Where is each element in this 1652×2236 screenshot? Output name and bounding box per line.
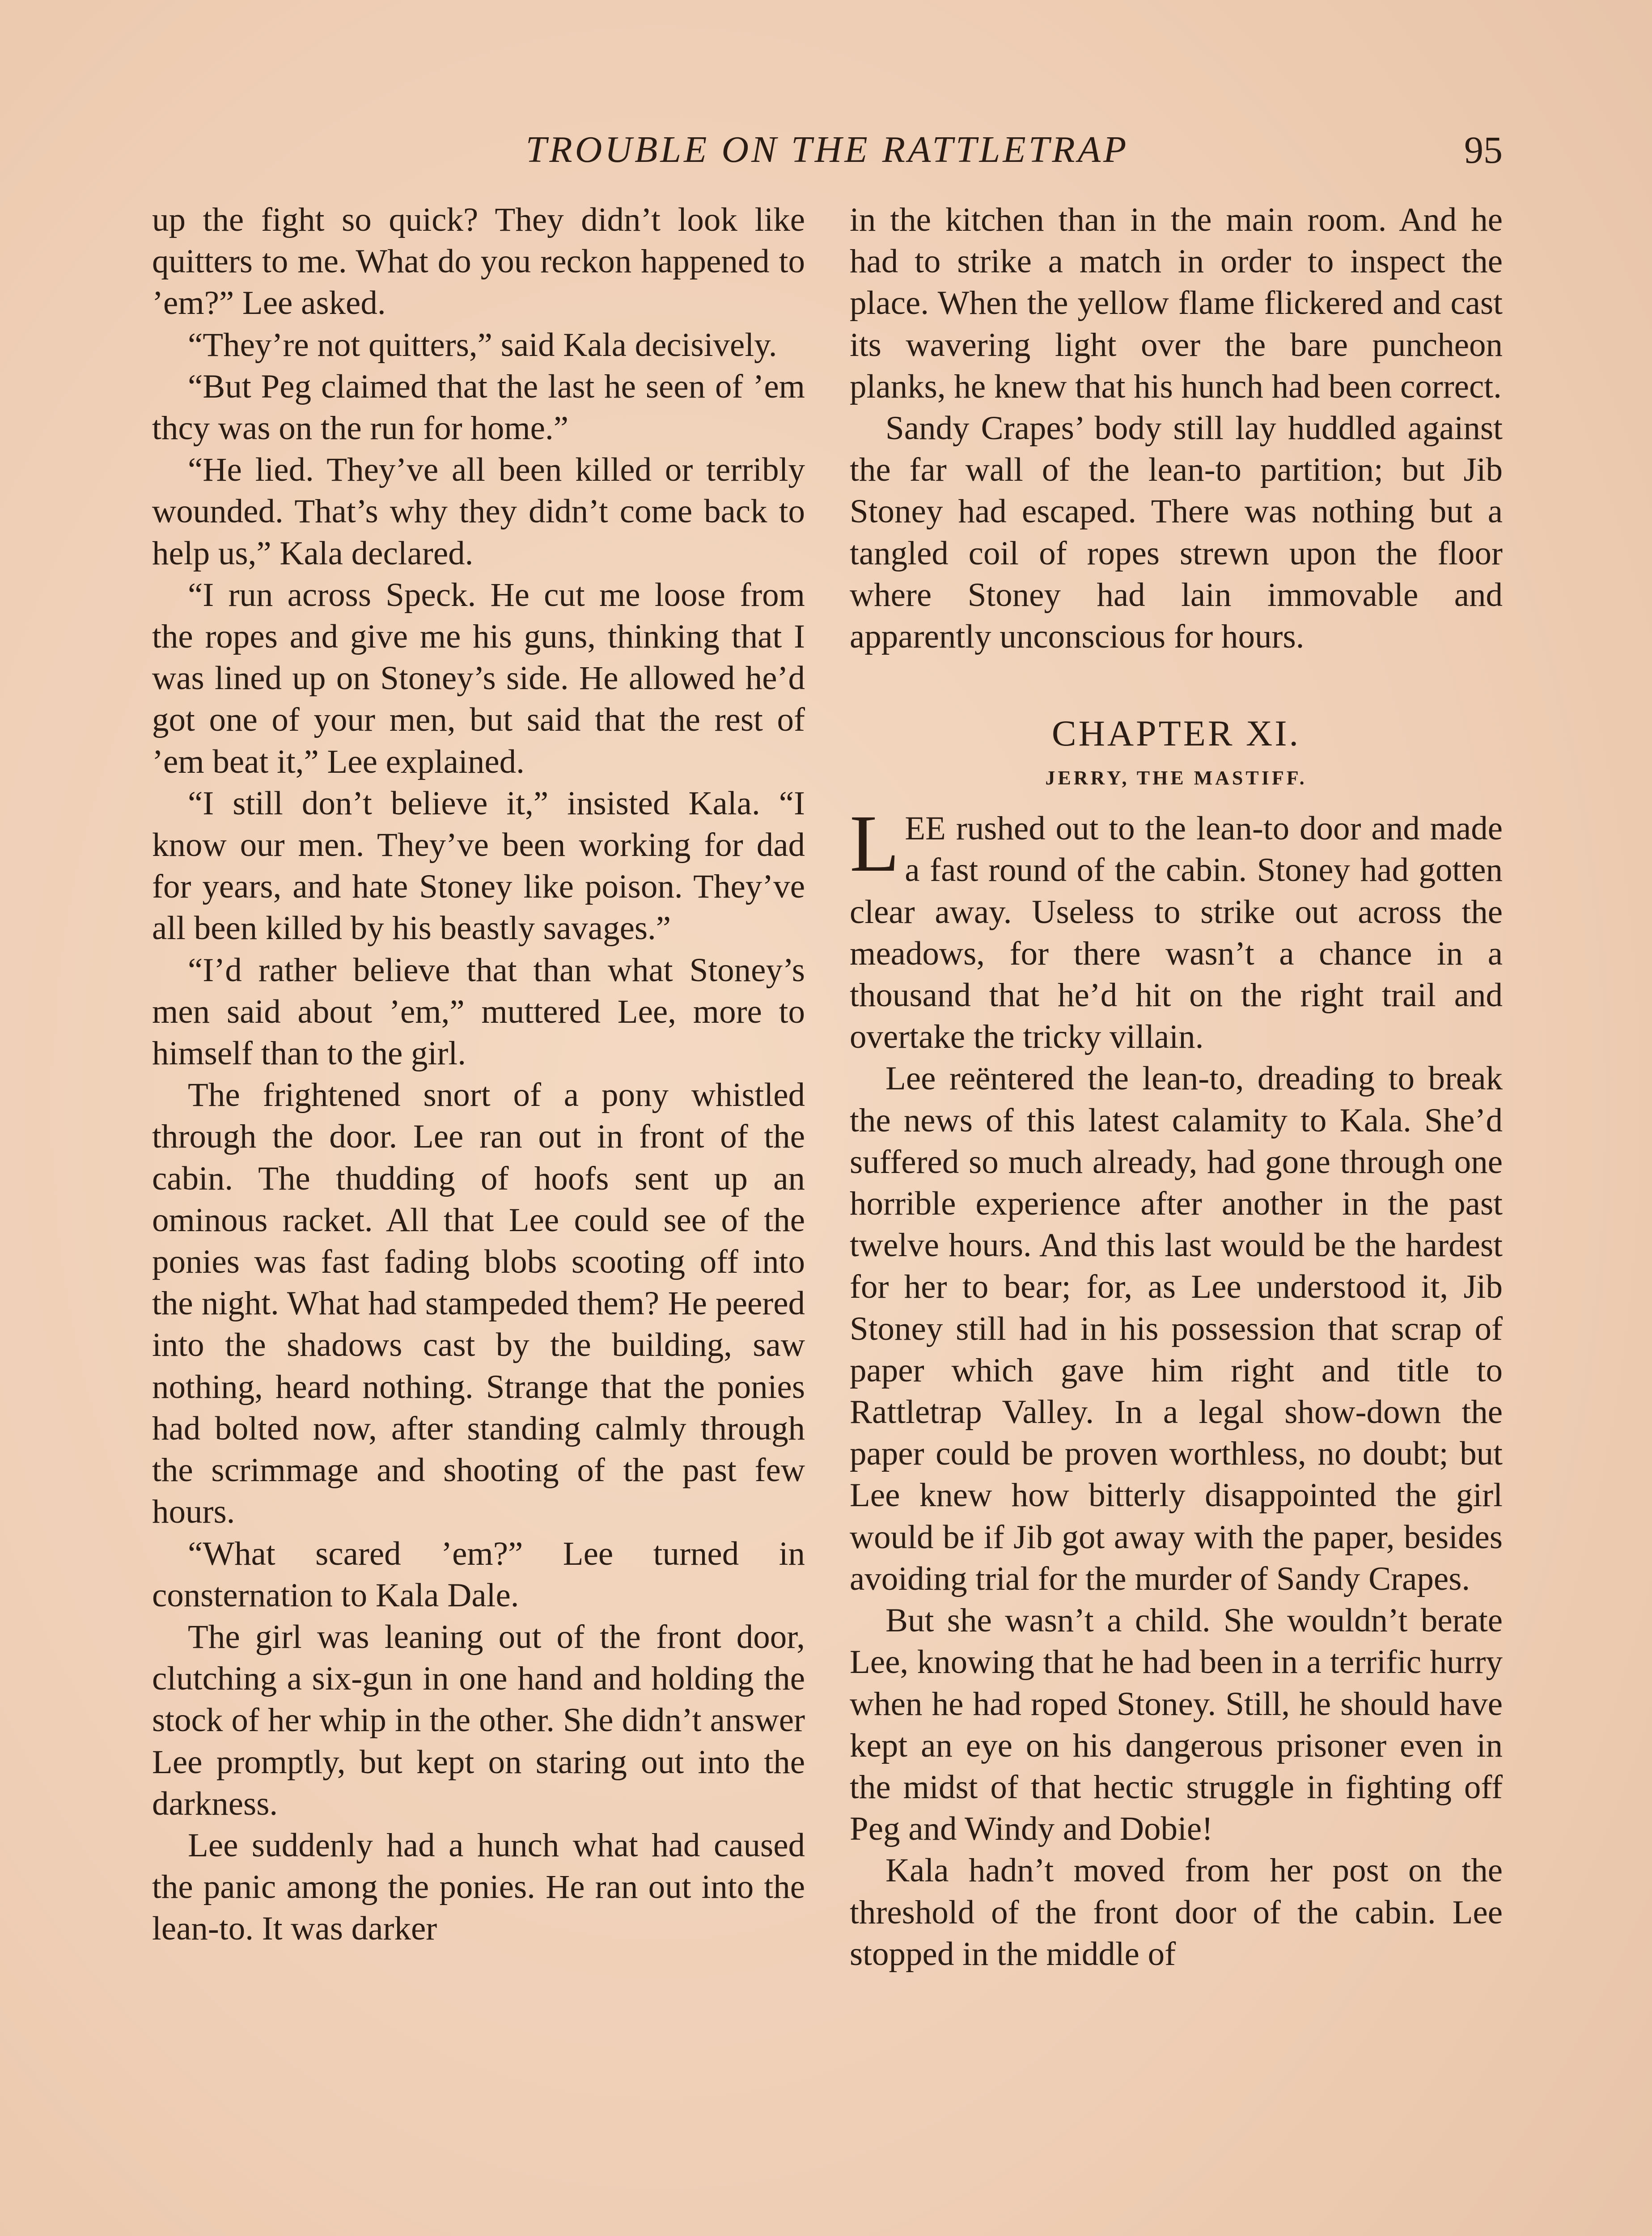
left-column xyxy=(152,199,805,2236)
chapter-subtitle: JERRY, THE MASTIFF. xyxy=(1045,767,1307,789)
paragraph: The frightened snort of a pony whistled through the door. Lee ran out in front of the cabin. The thudding of hoofs sent up an ominous racket. All that Lee could see of the ponies was fast fading blobs scooting off into the night. What had stampeded them? He peered into the shadows cast by the building, saw nothing, heard nothing. Strange that the ponies had bolted now, after standing calmly through the scrimmage and shooting of the past few hours. xyxy=(152,1076,805,1531)
opening-text: EE rushed out to the lean-to door and made a fast round of the cabin. Stoney had gotten clear away. Useless to strike out across the meadows, for there wasn’t a chance in a thousand that he’d hit on the right trail and overtake the tricky villain. xyxy=(850,810,1503,1056)
paragraph: “I’d rather believe that than what Stoney’s men said about ’em,” muttered Lee, more to himself than to the girl. xyxy=(152,951,805,1072)
section-spacer xyxy=(850,657,1503,707)
paragraph: “What scared ’em?” Lee turned in consternation to Kala Dale. xyxy=(152,1535,805,1614)
paragraph: Kala hadn’t moved from her post on the threshold of the front door of the cabin. Lee stopped in the middle of xyxy=(850,1852,1503,1973)
paragraph: “He lied. They’ve all been killed or terribly wounded. That’s why they didn’t come back to help us,” Kala declared. xyxy=(152,451,805,572)
paragraph: But she wasn’t a child. She wouldn’t berate Lee, knowing that he had been in a terrific hurry when he had roped Stoney. Still, he should have kept an eye on his dangerous prisoner even in the midst of that hectic struggle in fighting off Peg and Windy and Dobie! xyxy=(850,1602,1503,1848)
chapter-opening-paragraph xyxy=(850,799,1503,1058)
paragraph: up the fight so quick? They didn’t look like quitters to me. What do you reckon happened to ’em?” Lee asked. xyxy=(152,201,805,322)
paragraph: Sandy Crapes’ body still lay huddled against the far wall of the lean-to partition; but Jib Stoney had escaped. There was nothing but a tangled coil of ropes strewn upon the floor where Stoney had lain immovable and apparently unconscious for hours. xyxy=(850,410,1503,656)
paragraph: “But Peg claimed that the last he seen of ’em thcy was on the run for home.” xyxy=(152,368,805,447)
page-number: 95 xyxy=(1464,128,1503,171)
paragraph: “I still don’t believe it,” insisted Kala. “I know our men. They’ve been working for dad for years, and hate Stoney like poison. They’ve all been killed by his beastly savages.” xyxy=(152,784,805,947)
paragraph: “I run across Speck. He cut me loose from the ropes and give me his guns, thinking that I was lined up on Stoney’s side. He allowed he’d got one of your men, but said that the rest of ’em beat it,” Lee explained. xyxy=(152,576,805,780)
paragraph: in the kitchen than in the main room. And he had to strike a match in order to inspect the place. When the yellow flame flickered and cast its wavering light over the bare puncheon planks, he knew that his hunch had been correct. xyxy=(850,201,1503,405)
paragraph: “They’re not quitters,” said Kala decisively. xyxy=(188,326,777,364)
running-header xyxy=(152,121,1503,179)
paragraph: The girl was leaning out of the front door, clutching a six-gun in one hand and holding the stock of her whip in the other. She didn’t answer Lee promptly, but kept on staring out into the darkness. xyxy=(152,1618,805,1822)
right-column xyxy=(850,199,1503,2236)
paragraph: Lee suddenly had a hunch what had caused the panic among the ponies. He ran out into the lean-to. It was darker xyxy=(152,1826,805,1948)
chapter-heading: CHAPTER XI. xyxy=(1051,713,1301,754)
paragraph: Lee reëntered the lean-to, dreading to break the news of this latest calamity to Kala. She’d suffered so much already, had gone through one horrible experience after another in the past twelve hours. And this last would be the hardest for her to bear; for, as Lee understood it, Jib Stoney still had in his possession that scrap of paper which gave him right and title to Rattletrap Valley. In a legal show-down the paper could be proven worthless, no doubt; but Lee knew how bitterly disappointed the girl would be if Jib got away with the paper, besides avoiding trial for the murder of Sandy Crapes. xyxy=(850,1060,1503,1597)
running-title: TROUBLE ON THE RATTLETRAP xyxy=(525,129,1129,170)
drop-cap: L xyxy=(850,799,900,889)
